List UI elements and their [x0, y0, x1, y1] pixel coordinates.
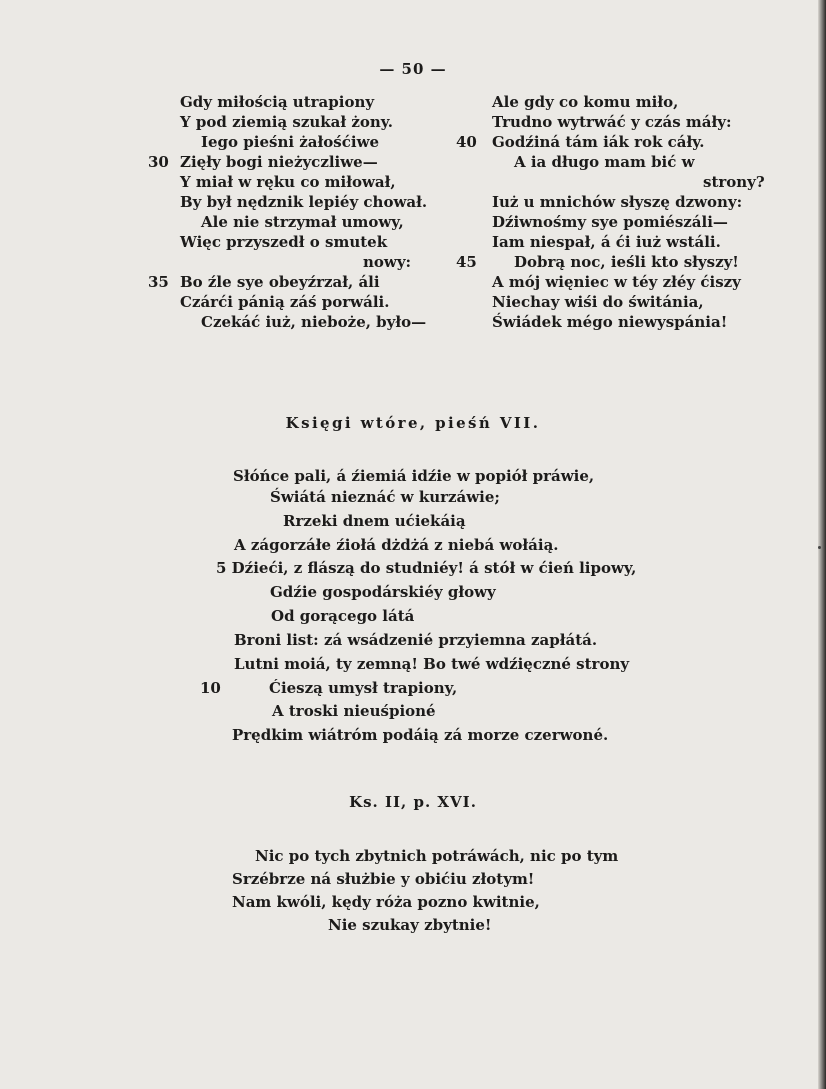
verse-line: Prędkim wiátróm podáią zá morze czerwoné.	[232, 726, 609, 744]
verse-line	[148, 272, 438, 292]
page-speck	[818, 546, 821, 549]
section-heading: Księgi wtóre, pieśń VII.	[285, 414, 541, 432]
verse-text: Iego pieśni żałośćiwe	[201, 133, 380, 151]
verse-text: Iam niespał, á ći iuż wstáli.	[492, 233, 721, 251]
line-number: 30	[148, 153, 169, 171]
verse-text: nowy:	[363, 253, 412, 271]
verse-line: Rrzeki dnem ućiekáią	[283, 512, 466, 530]
verse-line	[148, 292, 438, 312]
verse-line: Ćieszą umysł trapiony,	[269, 679, 458, 697]
verse-line	[456, 192, 776, 212]
verse-line: Od gorącego látá	[271, 607, 415, 625]
verse-text: Y miał w ręku co miłował,	[180, 173, 396, 191]
verse-line	[148, 112, 438, 132]
verse-line	[456, 92, 776, 112]
verse-text: Gdy miłością utrapiony	[180, 93, 375, 111]
line-number: 45	[456, 253, 477, 271]
verse-line: Srzébrze ná służbie y obićiu złotym!	[232, 870, 535, 888]
verse-text: Świádek mégo niewyspánia!	[492, 313, 728, 331]
verse-line	[456, 272, 776, 292]
section-heading: Ks. II, p. XVI.	[349, 793, 477, 811]
line-number: 10	[200, 679, 221, 697]
verse-line	[456, 112, 776, 132]
right-column	[456, 92, 776, 332]
left-column	[148, 92, 438, 332]
verse-text: Ale gdy co komu miło,	[492, 93, 679, 111]
verse-text: strony?	[703, 173, 765, 191]
verse-line: Słóńce pali, á źiemiá idźie w popiół práwie,	[233, 467, 595, 485]
verse-text: Dobrą noc, ieśli kto słyszy!	[514, 253, 739, 271]
verse-line	[456, 252, 776, 272]
line-number: 40	[456, 133, 477, 151]
verse-line	[148, 132, 438, 152]
verse-line: Nie szukay zbytnie!	[328, 916, 492, 934]
verse-line	[148, 192, 438, 212]
verse-text: Czárći pánią záś porwáli.	[180, 293, 390, 311]
verse-line: Świátá nieznáć w kurzáwie;	[270, 488, 500, 506]
verse-line	[456, 312, 776, 332]
verse-text: A ia długo mam bić w	[514, 153, 695, 171]
verse-line	[148, 232, 438, 252]
verse-line	[148, 212, 438, 232]
verse-line: A troski nieuśpioné	[272, 702, 436, 720]
page-number: — 50 —	[379, 60, 447, 78]
verse-text: Iuż u mnichów słyszę dzwony:	[492, 193, 743, 211]
verse-line: Lutni moiá, ty zemną! Bo twé wdźięczné strony	[234, 655, 630, 673]
verse-line: Nic po tych zbytnich potráwách, nic po tym	[255, 847, 619, 865]
verse-line	[456, 172, 776, 192]
verse-line	[456, 292, 776, 312]
verse-text: Czekáć iuż, nieboże, było—	[201, 313, 427, 331]
verse-line	[148, 152, 438, 172]
verse-text: Y pod ziemią szukał żony.	[180, 113, 394, 131]
verse-line	[456, 212, 776, 232]
verse-line	[148, 92, 438, 112]
verse-text: Dźiwnośmy sye pomiészáli—	[492, 213, 728, 231]
verse-line	[456, 152, 776, 172]
verse-line: Nam kwóli, kędy róża pozno kwitnie,	[232, 893, 540, 911]
verse-text: Niechay wiśi do świtánia,	[492, 293, 704, 311]
verse-line	[456, 232, 776, 252]
line-number: 5	[216, 559, 227, 577]
verse-text: By był nędznik lepiéy chował.	[180, 193, 428, 211]
verse-line: 5 Dźieći, z flászą do studniéy! á stół w ćień lipowy,	[216, 559, 637, 577]
verse-text: Trudno wytrwáć y czás máły:	[492, 113, 732, 131]
verse-line	[148, 252, 438, 272]
verse-text: A mój więniec w téy złéy ćiszy	[492, 273, 741, 291]
verse-line	[148, 312, 438, 332]
verse-line: Broni list: zá wsádzenié przyiemna zapłátá.	[234, 631, 598, 649]
verse-line	[148, 172, 438, 192]
verse-line: A zágorzáłe źiołá dżdżá z niebá wołáią.	[234, 536, 559, 554]
verse-line	[456, 132, 776, 152]
verse-text: Godźiná tám iák rok cáły.	[492, 133, 705, 151]
verse-text: Ale nie strzymał umowy,	[201, 213, 404, 231]
verse-text: Bo źle sye obeyźrzał, áli	[180, 273, 380, 291]
verse-line: Gdźie gospodárskiéy głowy	[270, 583, 496, 601]
line-number: 35	[148, 273, 169, 291]
verse-text: Zięły bogi nieżyczliwe—	[180, 153, 378, 171]
page-edge-shadow	[818, 0, 826, 1089]
verse-text: Więc przyszedł o smutek	[180, 233, 388, 251]
